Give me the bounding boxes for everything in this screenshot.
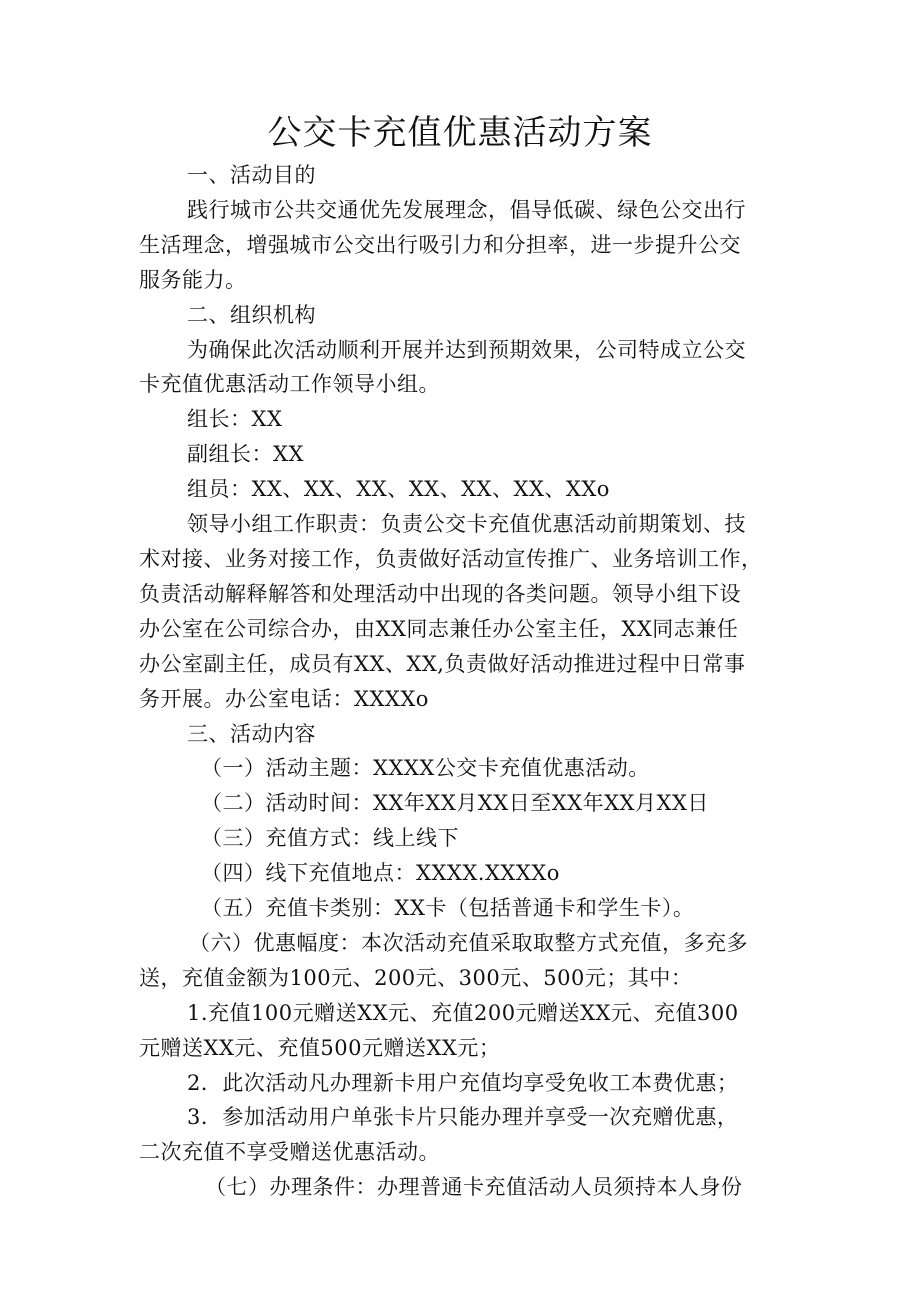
list-item: （三）充值方式：线上线下 [201, 826, 459, 851]
paragraph-line: 领导小组工作职责：负责公交卡充值优惠活动前期策划、技 [187, 512, 746, 537]
document-title: 公交卡充值优惠活动方案 [267, 113, 653, 153]
paragraph-line: 卡充值优惠活动工作领导小组。 [139, 372, 440, 397]
paragraph-line: 务开展。办公室电话：XXXXo [139, 686, 429, 711]
list-item: （二）活动时间：XX年XX月XX日至XX年XX月XX日 [201, 791, 709, 816]
paragraph-line: 为确保此次活动顺利开展并达到预期效果，公司特成立公交 [187, 337, 746, 362]
section-heading-organization: 二、组织机构 [187, 302, 316, 327]
numbered-item: 3．参加活动用户单张卡片只能办理并享受一次充赠优惠， [187, 1105, 739, 1130]
paragraph-line: 负责活动解释解答和处理活动中出现的各类问题。领导小组下设 [139, 581, 741, 606]
section-heading-purpose: 一、活动目的 [187, 163, 316, 187]
paragraph-line: 组员：XX、XX、XX、XX、XX、XX、XXo [187, 477, 610, 502]
paragraph-line: 办公室在公司综合办，由XX同志兼任办公室主任，XX同志兼任 [139, 616, 739, 641]
document-body [139, 158, 789, 1205]
list-item: （七）办理条件：办理普通卡充值活动人员须持本人身份 [205, 1175, 743, 1200]
list-item: （五）充值卡类别：XX卡（包括普通卡和学生卡）。 [201, 896, 695, 921]
paragraph-line: 副组长：XX [187, 442, 304, 467]
paragraph-line: 组长：XX [187, 407, 283, 432]
list-item: （一）活动主题：XXXX公交卡充值优惠活动。 [201, 756, 650, 781]
paragraph-line: 践行城市公共交通优先发展理念，倡导低碳、绿色公交出行 [187, 197, 746, 222]
paragraph-line: 送，充值金额为100元、200元、300元、500元；其中： [139, 965, 693, 990]
paragraph-line: 生活理念，增强城市公交出行吸引力和分担率，进一步提升公交 [139, 232, 741, 257]
section-heading-content: 三、活动内容 [187, 721, 316, 746]
list-item: （六）优惠幅度：本次活动充值采取取整方式充值，多充多 [189, 930, 748, 955]
paragraph-line: 服务能力。 [139, 267, 247, 292]
numbered-item: 1.充值100元赠送XX元、充值200元赠送XX元、充值300 [187, 1000, 739, 1025]
paragraph-line: 术对接、业务对接工作，负责做好活动宣传推广、业务培训工作， [139, 546, 763, 571]
numbered-item: 2．此次活动凡办理新卡用户充值均享受免收工本费优惠； [187, 1070, 739, 1095]
paragraph-line: 办公室副主任，成员有XX、XX,负责做好活动推进过程中日常事 [139, 651, 746, 676]
list-item: （四）线下充值地点：XXXX.XXXXo [201, 861, 560, 886]
paragraph-line: 元赠送XX元、充值500元赠送XX元； [139, 1035, 501, 1060]
paragraph-line: 二次充值不享受赠送优惠活动。 [139, 1140, 440, 1165]
